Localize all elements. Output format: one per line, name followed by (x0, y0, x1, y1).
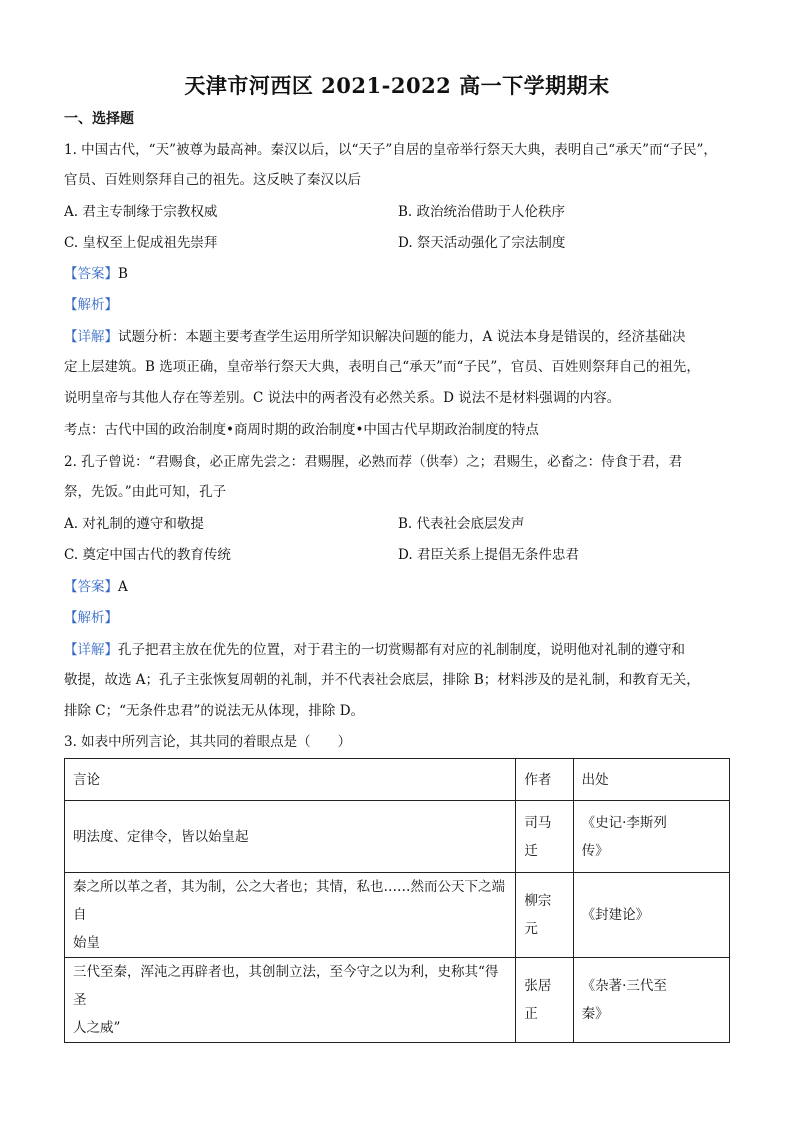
author-text: 柳宗 (524, 893, 552, 909)
cell-author (516, 873, 573, 958)
q2-option-c: C. 奠定中国古代的教育传统 (64, 547, 231, 563)
header-source: 出处 (573, 759, 729, 801)
q1-detail-line-2: 定上层建筑。B 选项正确，皇帝举行祭天大典，表明自己“承天”而“子民”，官员、百姓则祭拜自己的祖先， (64, 359, 700, 375)
q1-analysis-label: 【解析】 (64, 297, 118, 313)
header-quote: 言论 (65, 759, 516, 801)
source-text: 《史记·李斯列 (581, 814, 667, 831)
document-title: 天津市河西区 2021-2022 高一下学期期末 (184, 73, 610, 98)
q2-detail-line-1 (64, 640, 685, 660)
q1-option-a: A. 君主专制缘于宗教权威 (64, 204, 218, 220)
q2-option-a: A. 对礼制的遵守和敬提 (64, 516, 204, 532)
q2-option-d: D. 君臣关系上提倡无条件忠君 (398, 547, 579, 563)
quote-text: 明法度、定律令，皆以始皇起 (73, 828, 249, 845)
source-text: 《封建论》 (581, 907, 650, 923)
q1-answer (64, 264, 128, 284)
quote-text: 秦之所以革之者，其为制，公之大者也；其情，私也……然而公天下之端自 (73, 879, 505, 923)
header-author: 作者 (516, 759, 573, 801)
author-text: 迁 (524, 842, 538, 859)
cell-source (573, 958, 729, 1043)
q2-option-b: B. 代表社会底层发声 (398, 516, 525, 532)
cell-author (516, 801, 573, 873)
cell-quote (65, 801, 516, 873)
section-heading: 一、选择题 (64, 111, 134, 127)
source-text: 秦》 (581, 1006, 609, 1022)
detail-text: 孔子把君主放在优先的位置，对于君主的一切赏赐都有对应的礼制制度，说明他对礼制的遵守和 (118, 642, 685, 658)
q1-detail-line-1 (64, 327, 686, 347)
source-text: 《杂著·三代至 (581, 978, 667, 994)
cell-quote (65, 958, 516, 1043)
answer-value: B (118, 266, 128, 282)
detail-label: 【详解】 (64, 642, 118, 658)
detail-label: 【详解】 (64, 329, 118, 345)
table-row (65, 873, 730, 958)
cell-author (516, 958, 573, 1043)
q1-detail-line-3: 说明皇帝与其他人存在等差别。C 说法中的两者没有必然关系。D 说法不是材料强调的内容。 (64, 390, 621, 406)
q2-stem-line-2: 祭，先饭。”由此可知，孔子 (64, 484, 227, 500)
author-text: 司马 (524, 814, 552, 831)
author-text: 元 (524, 921, 538, 937)
q1-option-d: D. 祭天活动强化了宗法制度 (398, 235, 566, 251)
answer-label: 【答案】 (64, 266, 118, 282)
q1-option-b: B. 政治统治借助于人伦秩序 (398, 204, 566, 220)
q2-analysis-label: 【解析】 (64, 610, 118, 626)
q1-option-c: C. 皇权至上促成祖先崇拜 (64, 235, 218, 251)
quote-text: 始皇 (73, 935, 100, 951)
answer-value: A (118, 579, 128, 595)
table-row (65, 958, 730, 1043)
author-text: 正 (524, 1006, 538, 1022)
q2-detail-line-2: 敬提，故选 A；孔子主张恢复周朝的礼制，并不代表社会底层，排除 B；材料涉及的是礼制，和教育无关， (64, 672, 700, 688)
quote-text: 人之威” (73, 1020, 121, 1036)
q3-stem: 3. 如表中所列言论，其共同的着眼点是（ ） (64, 734, 352, 750)
q1-stem-line-2: 官员、百姓则祭拜自己的祖先。这反映了秦汉以后 (64, 172, 361, 188)
cell-source (573, 873, 729, 958)
q2-stem-line-1: 2. 孔子曾说：“君赐食，必正席先尝之：君赐腥，必熟而荐（供奉）之；君赐生，必畜之：侍食于君，君 (64, 454, 683, 470)
q2-answer (64, 577, 128, 597)
quote-table (64, 758, 730, 1043)
cell-quote (65, 873, 516, 958)
table-header-row (65, 759, 730, 801)
cell-source (573, 801, 729, 873)
answer-label: 【答案】 (64, 579, 118, 595)
q1-kaodian: 考点：古代中国的政治制度•商周时期的政治制度•中国古代早期政治制度的特点 (64, 422, 539, 438)
table-row (65, 801, 730, 873)
quote-text: 三代至秦，浑沌之再辟者也，其创制立法，至今守之以为利，史称其“得圣 (73, 964, 499, 1008)
author-text: 张居 (524, 978, 552, 994)
source-text: 传》 (581, 842, 609, 859)
detail-text: 试题分析：本题主要考查学生运用所学知识解决问题的能力，A 说法本身是错误的，经济基础决 (118, 329, 686, 345)
q2-detail-line-3: 排除 C；“无条件忠君”的说法无从体现，排除 D。 (64, 703, 365, 719)
q1-stem-line-1: 1. 中国古代，“天”被尊为最高神。秦汉以后，以“天子”自居的皇帝举行祭天大典，表明自己“承天”而“子民”， (64, 142, 717, 158)
